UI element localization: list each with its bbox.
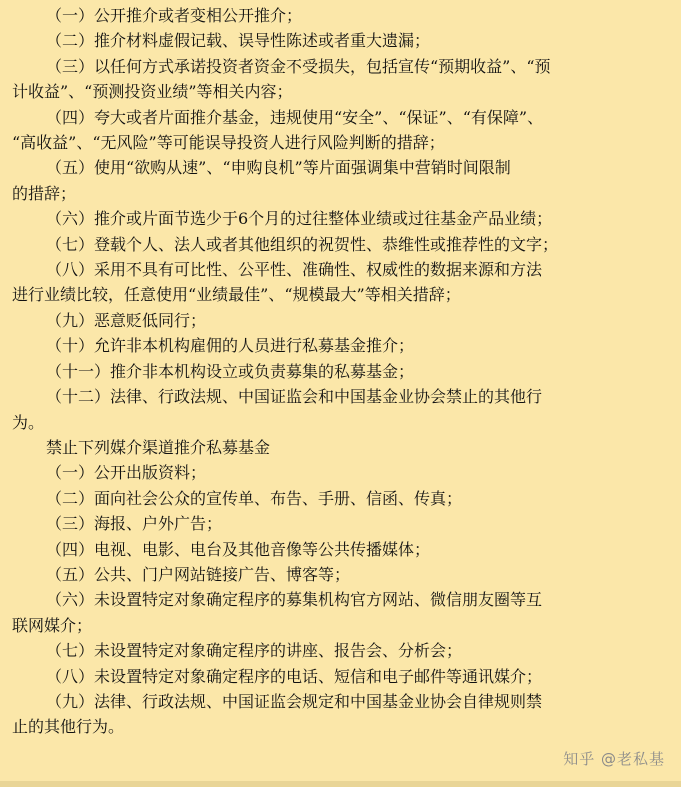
document-line: 止的其他行为。 — [12, 717, 125, 737]
document-line: （三）海报、户外广告； — [46, 514, 223, 534]
document-line: （十一）推介非本机构设立或负责募集的私募基金； — [46, 361, 415, 381]
document-line: （五）使用“欲购从速”、“申购良机”等片面强调集中营销时间限制 — [46, 158, 511, 178]
document-line: 禁止下列媒介渠道推介私募基金 — [46, 437, 271, 457]
document-line: （六）推介或片面节选少于6个月的过往整体业绩或过往基金产品业绩； — [46, 209, 553, 229]
document-line: （十）允许非本机构雇佣的人员进行私募基金推介； — [46, 336, 415, 356]
document-line: （二）推介材料虚假记载、误导性陈述或者重大遗漏； — [46, 31, 431, 51]
zhihu-watermark: 知乎 @老私基 — [563, 750, 665, 768]
document-line: （一）公开出版资料； — [46, 463, 207, 483]
document-line: “高收益”、“无风险”等可能误导投资人进行风险判断的措辞； — [12, 133, 445, 153]
document-line: （五）公共、门户网站链接广告、博客等； — [46, 564, 351, 584]
document-line: 的措辞； — [12, 183, 77, 203]
document-line: （四）电视、电影、电台及其他音像等公共传播媒体； — [46, 539, 431, 559]
document-line: （九）恶意贬低同行； — [46, 310, 207, 330]
document-line: 为。 — [12, 412, 45, 432]
document-line: （七）未设置特定对象确定程序的讲座、报告会、分析会； — [46, 641, 463, 661]
document-line: （十二）法律、行政法规、中国证监会和中国基金业协会禁止的其他行 — [46, 387, 543, 407]
bottom-divider — [0, 781, 681, 787]
document-line: （七）登载个人、法人或者其他组织的祝贺性、恭维性或推荐性的文字； — [46, 234, 559, 254]
document-line: （三）以任何方式承诺投资者资金不受损失，包括宣传“预期收益”、“预 — [46, 56, 551, 76]
document-line: （九）法律、行政法规、中国证监会规定和中国基金业协会自律规则禁 — [46, 691, 543, 711]
document-line: 联网媒介； — [12, 615, 93, 635]
document-line: （八）采用不具有可比性、公平性、准确性、权威性的数据来源和方法 — [46, 260, 543, 280]
document-line: 计收益”、“预测投资业绩”等相关内容； — [12, 82, 293, 102]
document-line: （一）公开推介或者变相公开推介； — [46, 6, 303, 25]
document-line: （四）夸大或者片面推介基金，违规使用“安全”、“保证”、“有保障”、 — [46, 107, 544, 127]
document-line: （八）未设置特定对象确定程序的电话、短信和电子邮件等通讯媒介； — [46, 666, 543, 686]
document-line: （二）面向社会公众的宣传单、布告、手册、信函、传真； — [46, 488, 463, 508]
document-line: （六）未设置特定对象确定程序的募集机构官方网站、微信朋友圈等互 — [46, 590, 543, 610]
document-line: 进行业绩比较，任意使用“业绩最佳”、“规模最大”等相关措辞； — [12, 285, 461, 305]
